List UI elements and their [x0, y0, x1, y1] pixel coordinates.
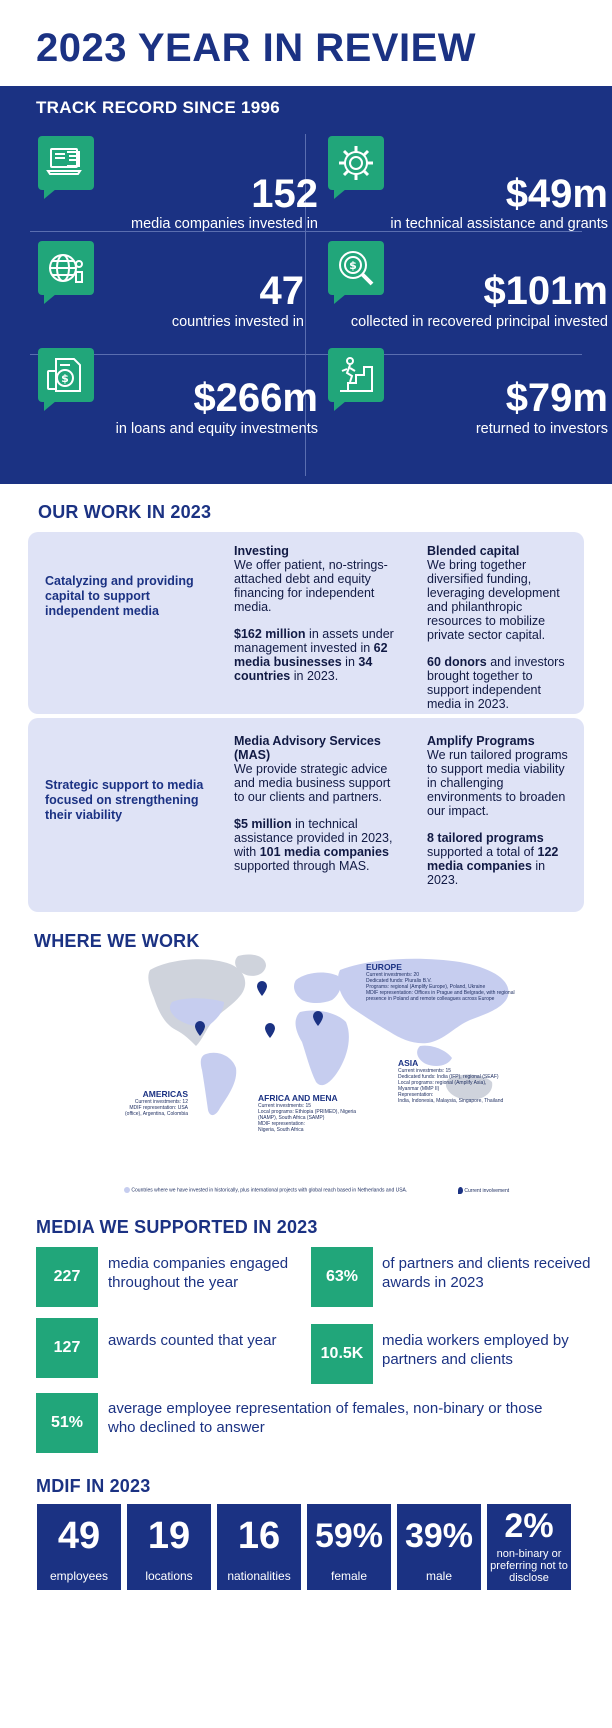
- region-line: Local programs: Ethiopia (PRIMED), Nigeria: [258, 1109, 357, 1115]
- region-title: EUROPE: [366, 962, 402, 972]
- media-stat-value: 127: [36, 1318, 98, 1378]
- svg-text:$: $: [349, 259, 357, 272]
- region-line: presence in Poland and remote colleagues across Europe: [366, 996, 495, 1002]
- mdif-stat-label: nationalities: [227, 1569, 291, 1583]
- work-col-blended-capital: [427, 544, 577, 724]
- region-line: Current investments: 15: [258, 1103, 312, 1109]
- mdif-stat-non-binary: [487, 1504, 571, 1590]
- region-line: Current investments: 12: [134, 1099, 188, 1105]
- media-stat-value: 51%: [36, 1393, 98, 1453]
- work-col-desc: We provide strategic advice and media business support to our clients and partners.: [234, 762, 391, 804]
- mdif-stat-value: 49: [57, 1515, 101, 1557]
- map-legend-historic: [124, 1187, 464, 1193]
- region-line: (office), Argentina, Colombia: [125, 1111, 188, 1117]
- pin-icon: [458, 1187, 463, 1194]
- mdif-title: MDIF IN 2023: [36, 1476, 151, 1496]
- track-stat-label: in technical assistance and grants: [390, 216, 608, 232]
- region-label-americas: [96, 1089, 188, 1117]
- mdif-stat-employees: [37, 1504, 121, 1590]
- track-stat-countries: [28, 241, 318, 353]
- work-col-stat: 60 donors and investors brought together to support independent media in 2023.: [427, 655, 565, 711]
- region-line: Nigeria, South Africa: [258, 1127, 304, 1133]
- globe-person-icon: [38, 241, 94, 295]
- map-europe: [294, 973, 341, 1003]
- media-stat-text: awards counted that year: [108, 1332, 277, 1349]
- map-legend-current: [458, 1187, 538, 1194]
- work-col-title: Amplify Programs: [427, 734, 535, 748]
- track-stat-label: returned to investors: [475, 421, 608, 437]
- media-supported-title: MEDIA WE SUPPORTED IN 2023: [36, 1217, 318, 1237]
- region-line: Local programs: regional (Amplify Asia),: [398, 1080, 487, 1086]
- region-line: Current investments: 15: [398, 1068, 452, 1074]
- region-title: AMERICAS: [142, 1089, 188, 1099]
- page-title: 2023 YEAR IN REVIEW: [36, 26, 477, 70]
- magnifier-dollar-icon: [328, 241, 384, 295]
- track-stat-value: $79m: [505, 376, 608, 420]
- mdif-stat-label: locations: [145, 1569, 193, 1583]
- region-line: Myanmar (MMP II): [398, 1086, 440, 1092]
- track-stat-value: 152: [251, 172, 318, 216]
- track-stat-label: countries invested in: [171, 314, 304, 330]
- work-panel-capital: [28, 532, 584, 714]
- region-line: MDIF representation: Offices in Prague and Belgrade, with regional: [366, 990, 515, 996]
- work-col-stat: $162 million in assets under management invested in 62 media businesses in 34 countries in 2023.: [234, 627, 394, 683]
- mdif-stat-value: 39%: [404, 1517, 474, 1555]
- region-line: Representation:: [398, 1092, 434, 1098]
- region-label-asia: [398, 1058, 568, 1104]
- region-line: Dedicated funds: India (IFP), regional (SEAF): [398, 1074, 499, 1080]
- mdif-stat-value: 19: [147, 1515, 191, 1557]
- work-lead: Strategic support to media focused on strengthening their viability: [45, 778, 204, 822]
- mdif-stat-locations: [127, 1504, 211, 1590]
- map-south-america: [201, 1053, 236, 1115]
- dollar-document-icon: [38, 348, 94, 402]
- work-col-amplify: [427, 734, 577, 900]
- laptop-book-icon: [38, 136, 94, 190]
- work-lead: Catalyzing and providing capital to support independent media: [45, 574, 194, 618]
- mdif-stat-male: [397, 1504, 481, 1590]
- region-line: Dedicated funds: Pluralis B.V.: [366, 978, 432, 984]
- track-stat-label: collected in recovered principal invested: [350, 314, 608, 330]
- track-record-title: TRACK RECORD SINCE 1996: [36, 98, 281, 117]
- work-col-title: Media Advisory Services (MAS): [234, 734, 381, 762]
- region-line: MDIF representation: USA: [129, 1105, 188, 1111]
- track-stat-value: $266m: [193, 376, 318, 420]
- work-col-desc: We bring together diversified funding, leveraging development and philanthropic resources to mobilize private sector capital.: [427, 558, 560, 642]
- media-stat-value: 10.5K: [311, 1324, 373, 1384]
- track-stat-loans-equity: [28, 348, 318, 460]
- mdif-stat-nationalities: [217, 1504, 301, 1590]
- track-stat-label: media companies invested in: [131, 216, 318, 232]
- track-stat-technical-assistance: [318, 136, 608, 248]
- work-col-desc: We offer patient, no-strings-attached debt and equity financing for independent media.: [234, 558, 388, 614]
- region-line: MDIF representation:: [258, 1121, 305, 1127]
- track-stat-value: $49m: [505, 172, 608, 216]
- work-col-desc: We run tailored programs to support media viability in challenging environments to broaden our impact.: [427, 748, 568, 818]
- track-stat-value: $101m: [483, 269, 608, 313]
- work-panel-strategic: [28, 718, 584, 912]
- legend-text: Countries where we have invested in historically, plus international projects with global reach based in Netherlands and USA.: [131, 1187, 408, 1194]
- map-pin-europe: [257, 981, 267, 996]
- region-title: ASIA: [398, 1058, 419, 1068]
- work-col-investing: [234, 544, 404, 696]
- map-africa: [296, 1010, 349, 1085]
- stairs-person-icon: [328, 348, 384, 402]
- map-pin-africa: [265, 1023, 275, 1038]
- work-col-stat: $5 million in technical assistance provided in 2023, with 101 media companies supported through MAS.: [234, 817, 393, 873]
- region-label-africa-mena: [258, 1093, 408, 1133]
- mdif-stat-label: non-binary or preferring not to disclose: [490, 1548, 568, 1584]
- region-line: Programs: regional (Amplify Europe), Poland, Ukraine: [366, 984, 486, 990]
- mdif-stat-value: 59%: [314, 1517, 384, 1555]
- mdif-stat-label: male: [425, 1569, 452, 1583]
- media-stat-text: average employee representation of females, non-binary or those who declined to answer: [108, 1400, 543, 1436]
- svg-text:$: $: [61, 372, 69, 385]
- region-title: AFRICA AND MENA: [258, 1093, 338, 1103]
- gear-icon: [328, 136, 384, 190]
- region-label-europe: [366, 962, 566, 1002]
- work-col-mas: [234, 734, 404, 886]
- legend-swatch-icon: [124, 1187, 130, 1193]
- track-stat-returned: [318, 348, 608, 460]
- work-col-title: Blended capital: [427, 544, 520, 558]
- track-stat-value: 47: [259, 269, 304, 313]
- mdif-stat-value: 2%: [504, 1507, 554, 1545]
- track-stat-media-companies: [28, 136, 318, 248]
- our-work-title: OUR WORK IN 2023: [38, 502, 212, 522]
- legend-text: Current involvement: [464, 1187, 510, 1194]
- region-line: (NAMP), South Africa (SAMP): [258, 1115, 325, 1121]
- mdif-stat-label: employees: [49, 1569, 109, 1583]
- track-stat-label: in loans and equity investments: [115, 421, 318, 437]
- track-stat-recovered-principal: [318, 241, 608, 353]
- media-stat-value: 63%: [311, 1247, 373, 1307]
- media-stat-value: 227: [36, 1247, 98, 1307]
- work-col-stat: 8 tailored programs supported a total of 122 media companies in 2023.: [427, 831, 559, 887]
- track-record-section: [0, 86, 612, 484]
- where-we-work-title: WHERE WE WORK: [34, 931, 200, 951]
- media-stat-text: media companies engaged throughout the year: [108, 1255, 289, 1291]
- mdif-stat-value: 16: [237, 1515, 281, 1557]
- work-col-title: Investing: [234, 544, 289, 558]
- mdif-stat-label: female: [330, 1569, 368, 1583]
- mdif-stat-female: [307, 1504, 391, 1590]
- media-stat-text: media workers employed by partners and clients: [382, 1332, 569, 1368]
- region-line: India, Indonesia, Malaysia, Singapore, Thailand: [398, 1098, 504, 1104]
- media-stat-text: of partners and clients received awards in 2023: [382, 1255, 591, 1291]
- region-line: Current investments: 20: [366, 972, 420, 978]
